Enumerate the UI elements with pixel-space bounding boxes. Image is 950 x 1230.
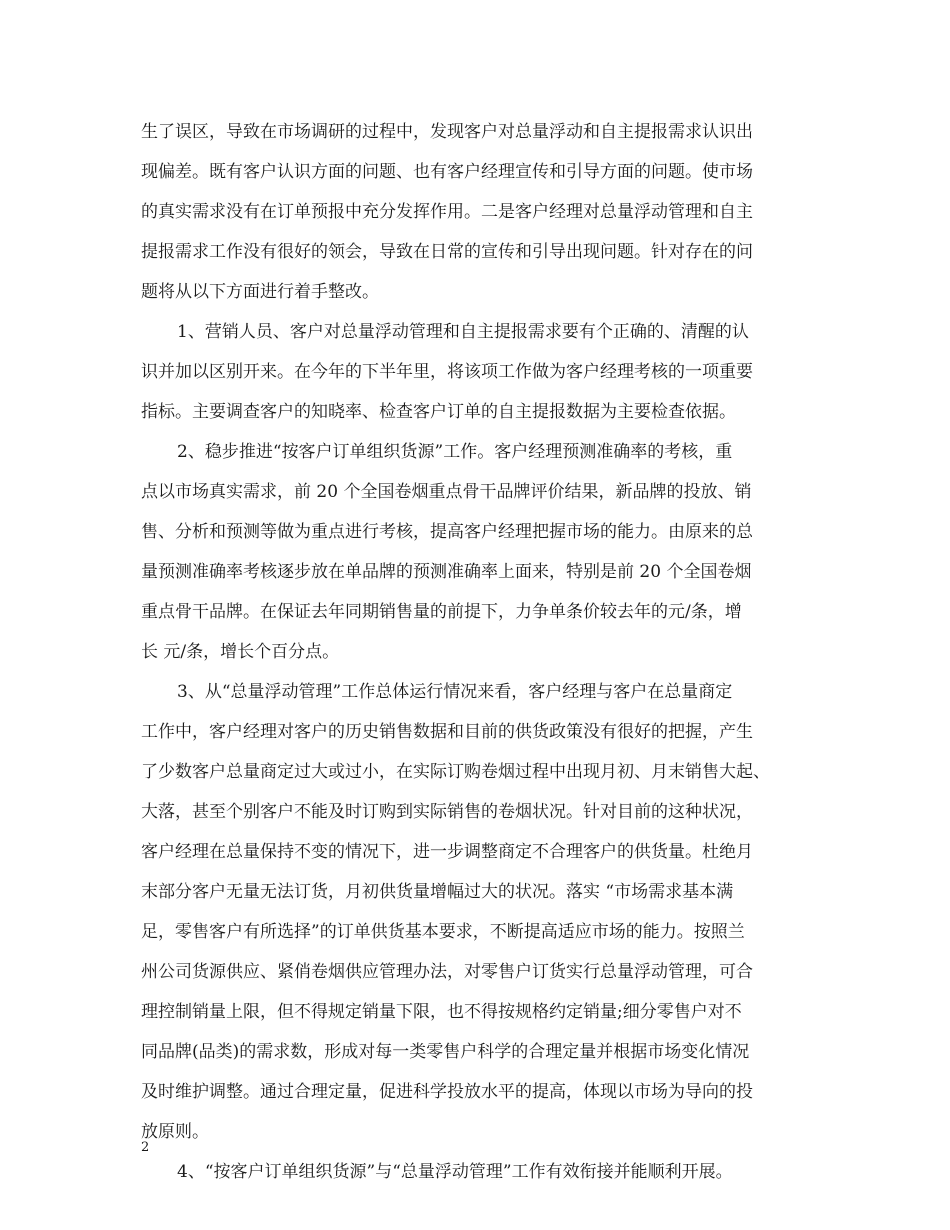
text-line: 现偏差。既有客户认识方面的问题、也有客户经理宣传和引导方面的问题。使市场 (141, 162, 753, 182)
text-line: 理控制销量上限，但不得规定销量下限，也不得按规格约定销量;细分零售户对不 (141, 1002, 742, 1022)
text-line: 识并加以区别开来。在今年的下半年里，将该项工作做为客户经理考核的一项重要 (141, 362, 753, 382)
text-line: 放原则。 (141, 1122, 209, 1142)
paragraph-first-line: 1、营销人员、客户对总量浮动管理和自主提报需求要有个正确的、清醒的认 (177, 322, 749, 342)
text-line: 同品牌(品类)的需求数，形成对每一类零售户科学的合理定量并根据市场变化情况 (141, 1042, 750, 1062)
text-line: 点以市场真实需求，前 20 个全国卷烟重点骨干品牌评价结果，新品牌的投放、销 (141, 482, 752, 502)
text-line: 的真实需求没有在订单预报中充分发挥作用。二是客户经理对总量浮动管理和自主 (141, 202, 753, 222)
text-line: 提报需求工作没有很好的领会，导致在日常的宣传和引导出现问题。针对存在的问 (141, 242, 753, 262)
page-number: 2 (141, 1140, 150, 1155)
text-line: 了少数客户总量商定过大或过小，在实际订购卷烟过程中出现月初、月末销售大起、 (141, 762, 770, 782)
text-line: 末部分客户无量无法订货，月初供货量增幅过大的状况。落实 “市场需求基本满 (141, 882, 734, 902)
text-line: 售、分析和预测等做为重点进行考核，提高客户经理把握市场的能力。由原来的总 (141, 522, 753, 542)
text-line: 指标。主要调查客户的知晓率、检查客户订单的自主提报数据为主要检查依据。 (141, 402, 736, 422)
text-line: 重点骨干品牌。在保证去年同期销售量的前提下，力争单条价较去年的元/条，增 (141, 602, 742, 622)
text-line: 工作中，客户经理对客户的历史销售数据和目前的供货政策没有很好的把握，产生 (141, 722, 753, 742)
text-line: 大落，甚至个别客户不能及时订购到实际销售的卷烟状况。针对目前的这种状况， (141, 802, 753, 822)
paragraph-first-line: 4、“按客户订单组织货源”与“总量浮动管理”工作有效衔接并能顺利开展。 (177, 1162, 733, 1182)
paragraph-first-line: 2、稳步推进“按客户订单组织货源”工作。客户经理预测准确率的考核，重 (177, 442, 733, 462)
text-line: 长 元/条，增长个百分点。 (141, 642, 340, 662)
document-body (141, 112, 831, 1192)
text-line: 足，零售客户有所选择”的订单供货基本要求，不断提高适应市场的能力。按照兰 (141, 922, 745, 942)
text-line: 题将从以下方面进行着手整改。 (141, 282, 379, 302)
text-line: 量预测准确率考核逐步放在单品牌的预测准确率上面来，特别是前 20 个全国卷烟 (141, 562, 752, 582)
paragraph-first-line: 3、从“总量浮动管理”工作总体运行情况来看，客户经理与客户在总量商定 (177, 682, 733, 702)
text-line: 及时维护调整。通过合理定量，促进科学投放水平的提高，体现以市场为导向的投 (141, 1082, 753, 1102)
text-line: 生了误区，导致在市场调研的过程中，发现客户对总量浮动和自主提报需求认识出 (141, 122, 753, 142)
text-line: 州公司货源供应、紧俏卷烟供应管理办法，对零售户订货实行总量浮动管理，可合 (141, 962, 753, 982)
text-line: 客户经理在总量保持不变的情况下，进一步调整商定不合理客户的供货量。杜绝月 (141, 842, 753, 862)
